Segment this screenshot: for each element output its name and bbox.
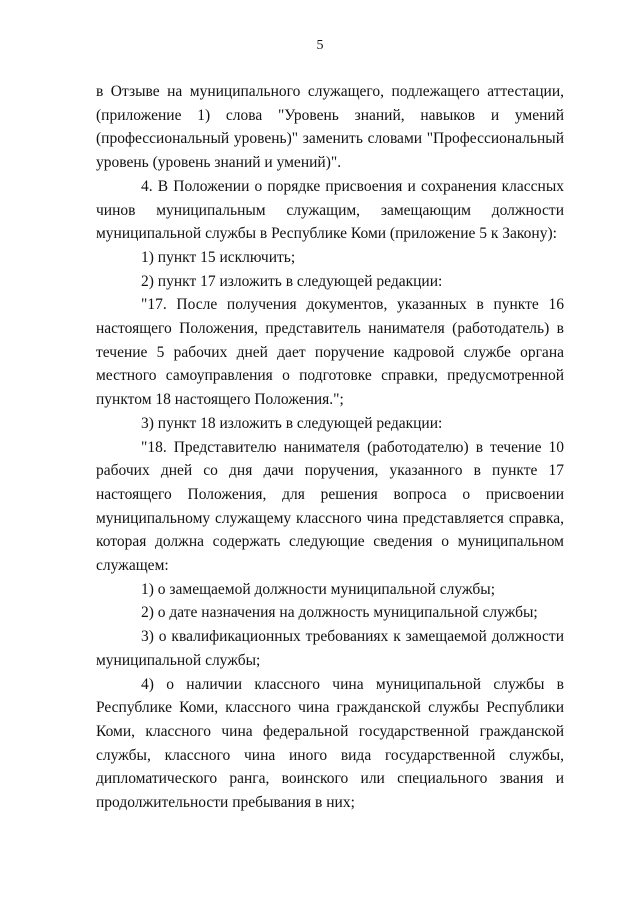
page-number: 5 [316,38,324,53]
paragraph-clause-17: "17. После получения документов, указанных в пункте 16 настоящего Положения, представитель нанимателя (работодатель) в течение 5 рабочих дней дает поручение кадровой службе органа местного самоуправления о подготовке справки, предусмотренной пунктом 18 настоящего Положения."; [96,296,564,409]
list-item-1: 1) о замещаемой должности муниципальной службы; [141,580,495,598]
paragraph-item-4: 4. В Положении о порядке присвоения и сохранения классных чинов муниципальным служащим, замещающим должности муниципальной службы в Республике Коми (приложение 5 к Закону): [96,177,564,243]
list-item-4: 4) о наличии классного чина муниципальной службы в Республике Коми, классного чина гражданской службы Республики Коми, классного чина федеральной государственной гражданской службы, классного чина иного вида государственной службы, дипломатического ранга, воинского или специального звания и продолжительности пребывания в них; [96,675,564,812]
paragraph-continuation: в Отзыве на муниципального служащего, подлежащего аттестации, (приложение 1) слова "Уровень знаний, навыков и умений (профессиональный уровень)" заменить словами "Профессиональный уровень (уровень знаний и умений)". [96,83,564,172]
document-body [96,80,564,815]
paragraph-clause-18: "18. Представителю нанимателя (работодателю) в течение 10 рабочих дней со дня дачи поручения, указанного в пункте 17 настоящего Положения, для решения вопроса о присвоении муниципальному служащему классного чина представляется справка, которая должна содержать следующие сведения о муниципальном служащем: [96,438,564,575]
paragraph-subitem-3: 3) пункт 18 изложить в следующей редакции: [141,414,443,432]
list-item-2: 2) о дате назначения на должность муниципальной службы; [141,604,538,622]
paragraph-subitem-2: 2) пункт 17 изложить в следующей редакции: [141,272,443,290]
list-item-3: 3) о квалификационных требованиях к замещаемой должности муниципальной службы; [96,628,564,669]
paragraph-subitem-1: 1) пункт 15 исключить; [141,248,296,266]
